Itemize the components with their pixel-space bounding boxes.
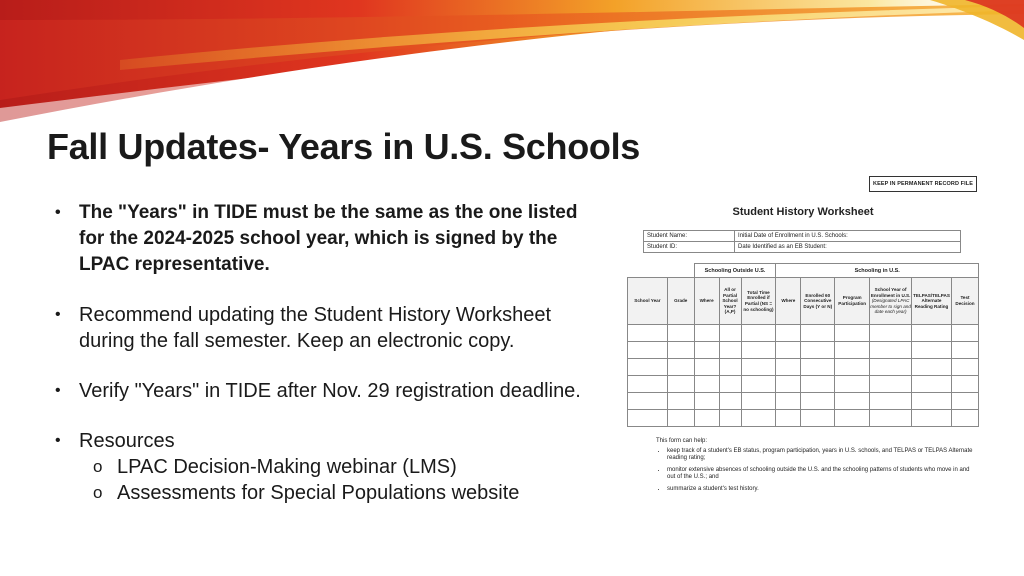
bullet-text: Resources (79, 430, 175, 452)
bullet-marker: • (55, 306, 61, 323)
bullet-marker: • (55, 382, 61, 399)
bullet-text: Recommend updating the Student History Worksheet during the fall semester. Keep an electronic copy. (79, 304, 552, 352)
group-outside-us: Schooling Outside U.S. (694, 264, 776, 278)
table-row (628, 325, 979, 342)
notes-intro: This form can help: (656, 438, 708, 444)
student-id-cell: Student ID: (644, 242, 735, 253)
column-header: Total Time Enrolled if Partial (NS = no schooling) (741, 278, 776, 325)
sub-bullet-marker: o (93, 457, 103, 476)
column-header: All or Partial School Year? (A,P) (719, 278, 741, 325)
notes-list (656, 448, 976, 494)
table-row (628, 393, 979, 410)
column-header: Where (776, 278, 801, 325)
column-header: Enrolled 60 Consecutive Days (Y or N) (801, 278, 835, 325)
table-row (628, 359, 979, 376)
note-item: • summarize a student's test history. (667, 486, 976, 494)
column-header-main: School Year of Enrollment in U.S. (870, 287, 911, 298)
permanent-record-tag: KEEP IN PERMANENT RECORD FILE (869, 176, 977, 192)
bullet-text: The "Years" in TIDE must be the same as the one listed for the 2024-2025 school year, which is signed by the LPAC representative. (79, 202, 578, 275)
group-inside-us: Schooling in U.S. (776, 264, 979, 278)
column-header: School Year (628, 278, 668, 325)
bullet-text: Verify "Years" in TIDE after Nov. 29 registration deadline. (79, 380, 581, 402)
sub-bullet-text[interactable]: LPAC Decision-Making webinar (LMS) (117, 456, 457, 478)
column-header-note: (Designated LPAC member to sign and date each year) (870, 298, 911, 315)
bullet-marker: • (55, 432, 61, 449)
column-header: Test Decision (951, 278, 978, 325)
sub-bullet-item (55, 454, 600, 480)
empty-rows (628, 325, 979, 427)
column-header: TELPAS/TELPAS Alternate Reading Rating (912, 278, 952, 325)
student-info-table (643, 230, 961, 253)
note-item: • keep track of a student's EB status, program participation, years in U.S. schools, and TELPAS or TELPAS Alternate reading rating; (667, 448, 976, 463)
column-header: Program Participation (835, 278, 870, 325)
student-history-worksheet-image (626, 176, 980, 506)
bullet-item (55, 378, 600, 404)
bullet-item (55, 428, 600, 454)
sub-bullet-text[interactable]: Assessments for Special Populations website (117, 482, 520, 504)
table-row (628, 376, 979, 393)
student-name-cell: Student Name: (644, 231, 735, 242)
note-item: • monitor extensive absences of schooling outside the U.S. and the schooling patterns of students who move in and out of the U.S.; and (667, 467, 976, 482)
column-header (870, 278, 912, 325)
date-identified-cell: Date Identified as an EB Student: (735, 242, 961, 253)
sub-bullet-item (55, 480, 600, 506)
table-row (628, 342, 979, 359)
bullet-marker: • (55, 204, 61, 221)
column-header: Where (694, 278, 719, 325)
bullet-item (55, 302, 600, 354)
table-row (628, 410, 979, 427)
column-header: Grade (667, 278, 694, 325)
slide-title: Fall Updates- Years in U.S. Schools (47, 126, 641, 167)
schooling-history-table (627, 263, 979, 427)
worksheet-title: Student History Worksheet (732, 206, 874, 218)
initial-date-cell: Initial Date of Enrollment in U.S. Schools: (735, 231, 961, 242)
sub-bullet-marker: o (93, 483, 103, 502)
decorative-header-swoosh (0, 0, 1024, 130)
bullet-list (55, 200, 600, 506)
worksheet-notes (656, 438, 976, 497)
bullet-item (55, 200, 600, 278)
